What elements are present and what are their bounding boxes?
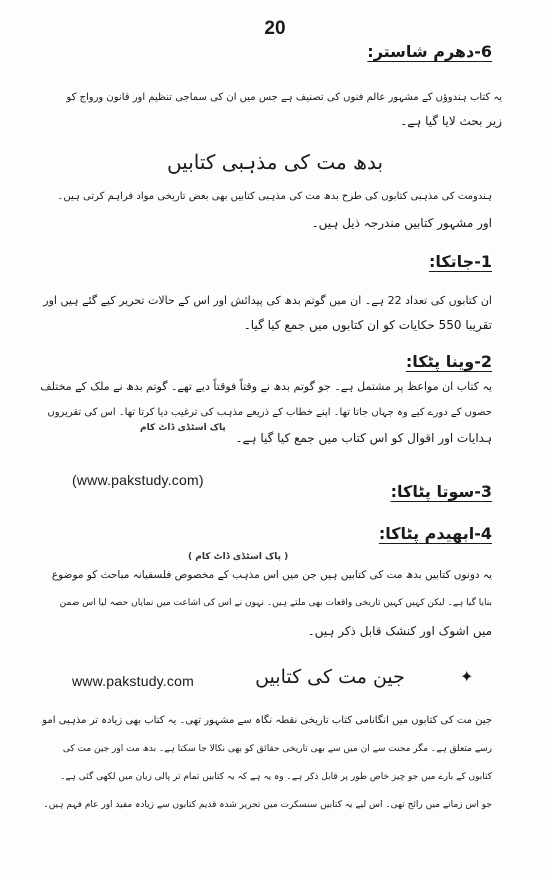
paragraph-line: بنایا گیا ہے۔ لیکن کہیں کہیں تاریخی واقعات بھی ملتے ہیں۔ نہوں نے اس کی اشاعت میں نمایاں حصہ لیا اس ضمن [59, 598, 492, 608]
watermark-urdu: پاک اسٹڈی ڈاٹ کام [140, 423, 226, 433]
paragraph-line: جو اس زمانے میں رائج تھی۔ اس لیے یہ کتابیں سنسکرت میں تحریر شدہ قدیم کتابوں سے زیادہ مفید اور عام فہم ہیں۔ [43, 800, 492, 810]
paragraph-line: ہدایات اور اقوال کو اس کتاب میں جمع کیا گیا ہے۔ [235, 431, 492, 445]
page-number: 20 [264, 18, 286, 39]
paragraph-line: یہ کتاب ہندوؤں کے مشہور عالم فنوں کی تصنیف ہے جس میں ان کی سماجی تنظیم اور قانون ورواج کو [66, 92, 502, 103]
watermark-urdu: ( پاک اسٹڈی ڈاٹ کام ) [188, 552, 289, 562]
paragraph-line: تقریبا 550 حکایات کو ان کتابوں میں جمع کیا گیا۔ [243, 318, 492, 332]
paragraph-line: کتابوں کے بارے میں جو چیز خاص طور پر قابل ذکر ہے۔ وہ یہ ہے کہ یہ کتابیں تمام تر پالی زبان میں لکھی گئی ہے۔ [60, 772, 492, 782]
heading-abhidhamma-pitaka: 4-ابھیدم پٹاکا: [378, 524, 492, 543]
heading-jataka: 1-جاتکا: [428, 252, 492, 271]
heading-vinaya-pitaka: 2-وینا پٹکا: [405, 352, 492, 371]
paragraph-line: جین مت کی کتابوں میں انگانامی کتاب تاریخی نقطہ نگاہ سے مشہور تھی۔ یہ کتاب بھی زیادہ تر مذہبی امو [42, 715, 492, 726]
watermark-url: www.pakstudy.com [72, 673, 194, 689]
paragraph-line: ان کتابوں کی تعداد 22 ہے۔ ان میں گوتم بدھ کی پیدائش اور اس کے حالات تحریر کیے گئے ہیں اور [43, 294, 492, 307]
decorative-mark: ✦ [460, 667, 474, 686]
paragraph-line: میں اشوک اور کنشک قابل ذکر ہیں۔ [307, 624, 492, 638]
paragraph-line: اور مشہور کتابیں مندرجہ ذیل ہیں۔ [311, 216, 492, 230]
paragraph-line: زیر بحث لایا گیا ہے۔ [400, 114, 502, 128]
paragraph-line: یہ کتاب ان مواعظ پر مشتمل ہے۔ جو گوتم بدھ نے وقتاً فوقتاً دیے تھے۔ گوتم بدھ نے ملک کے مختلف [40, 380, 492, 393]
paragraph-line: رسے متعلق ہے۔ مگر محنت سے ان میں سے بھی تاریخی حقائق کو بھی نکالا جا سکتا ہے۔ بدھ مت اور جین مت کی [62, 744, 492, 754]
heading-dharam-shastar: 6-دھرم شاستر: [367, 42, 492, 61]
heading-sutta-pitaka: 3-سوتا پٹاکا: [390, 482, 492, 501]
paragraph-line: حصوں کے دورے کیے وہ جہاں جاتا تھا۔ اپنے خطاب کے ذریعے مذہب کی ترغیب دیا کرتا تھا۔ اس کی تقریروں [47, 407, 492, 418]
paragraph-line: یہ دونوں کتابیں بدھ مت کی کتابیں ہیں جن میں اس مذہب کے مخصوص فلسفیانہ مباحث کو موضوع [51, 569, 492, 581]
paragraph-line: ہندومت کی مذہبی کتابوں کی طرح بدھ مت کی مذہبی کتابیں بھی بعض تاریخی مواد فراہم کرتی ہیں۔ [57, 191, 492, 202]
section-title-jain-books: جین مت کی کتابیں [255, 666, 405, 688]
section-title-buddhist-books: بدھ مت کی مذہبی کتابیں [166, 150, 384, 174]
watermark-url: (www.pakstudy.com) [72, 472, 204, 488]
